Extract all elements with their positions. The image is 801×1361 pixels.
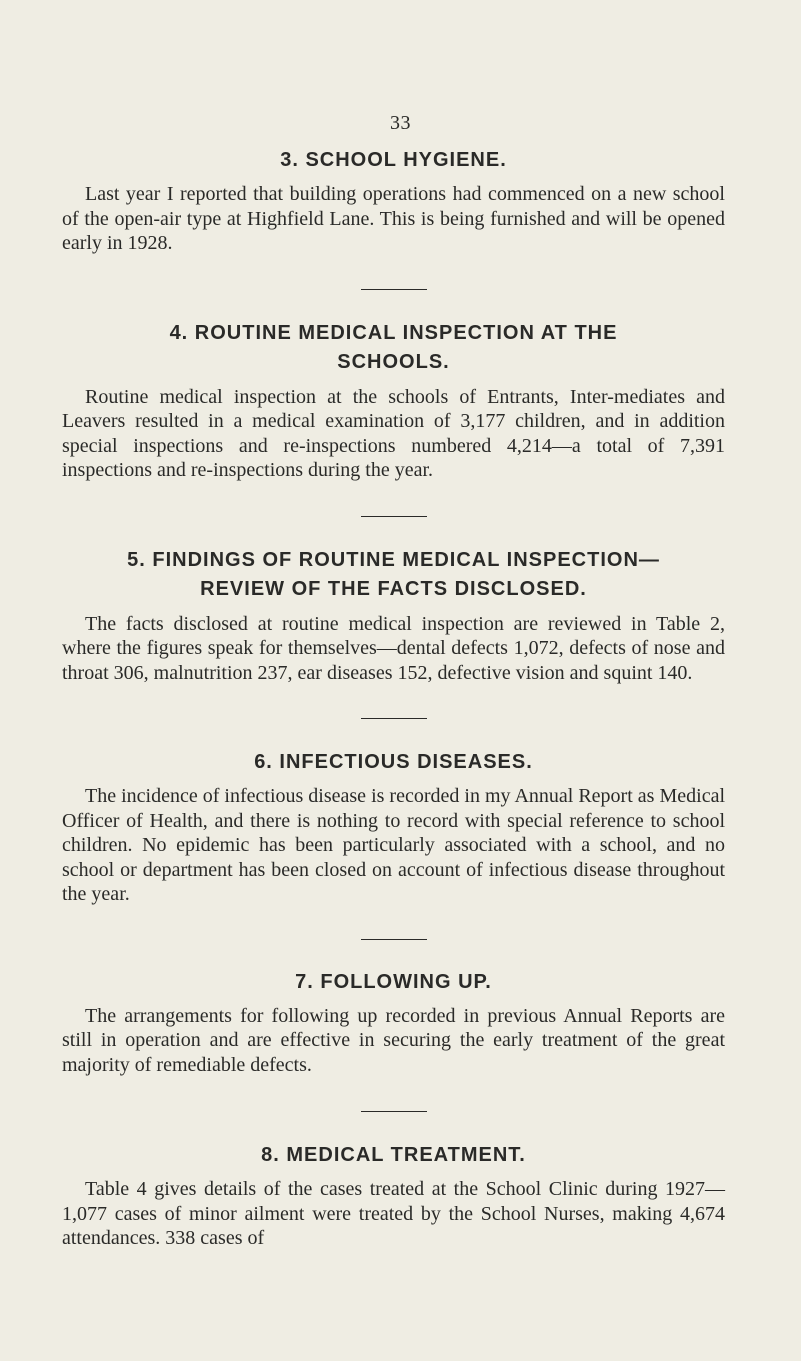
section-body: Table 4 gives details of the cases treated at the School Clinic during 1927—1,077 cases of minor ailment were treated by the School Nurses, making 4,674 attendances. 338 cases of [62,1178,725,1249]
section-heading: 6. INFECTIOUS DISEASES. [254,751,533,773]
page-number: 33 [390,112,411,134]
section-heading-line-2: REVIEW OF THE FACTS DISCLOSED. [200,577,587,600]
section-divider [361,1111,427,1112]
section-following-up [62,968,725,1078]
section-divider [361,516,427,517]
section-heading-line-1: 4. ROUTINE MEDICAL INSPECTION AT THE [169,321,618,344]
section-medical-treatment [62,1141,725,1251]
section-body: Routine medical inspection at the schools of Entrants, Inter-mediates and Leavers resulted in a medical examination of 3,177 children, and in addition special inspections and re-inspections numbered 4,214—a total of 7,391 inspections and re-inspections during the year. [62,385,725,481]
section-body: Last year I reported that building operations had commenced on a new school of the open-air type at Highfield Lane. This is being furnished and will be opened early in 1928. [62,183,725,254]
section-body: The incidence of infectious disease is recorded in my Annual Report as Medical Officer of Health, and there is nothing to record with special reference to school children. No epidemic has been particularly associated with a school, and no school or department has been closed on account of infectious disease throughout the year. [62,785,725,905]
section-heading: 7. FOLLOWING UP. [295,970,492,993]
section-heading-line-2: SCHOOLS. [337,350,450,373]
section-heading: 8. MEDICAL TREATMENT. [261,1144,526,1166]
section-heading: 3. SCHOOL HYGIENE. [280,149,507,171]
section-school-hygiene [62,146,725,256]
section-routine-medical-inspection [62,319,725,483]
section-divider [361,289,427,290]
section-divider [361,939,427,940]
section-body: The facts disclosed at routine medical inspection are reviewed in Table 2, where the figures speak for themselves—dental defects 1,072, defects of nose and throat 306, malnutrition 237, ear diseases 152, defective vision and squint 140. [62,612,725,684]
section-infectious-diseases [62,748,725,907]
page-content [62,146,725,1251]
section-divider [361,718,427,719]
section-findings [62,546,725,686]
section-body: The arrangements for following up recorded in previous Annual Reports are still in operation and are effective in securing the early treatment of the great majority of remediable defects. [62,1004,725,1076]
section-heading-line-1: 5. FINDINGS OF ROUTINE MEDICAL INSPECTION— [127,548,660,571]
